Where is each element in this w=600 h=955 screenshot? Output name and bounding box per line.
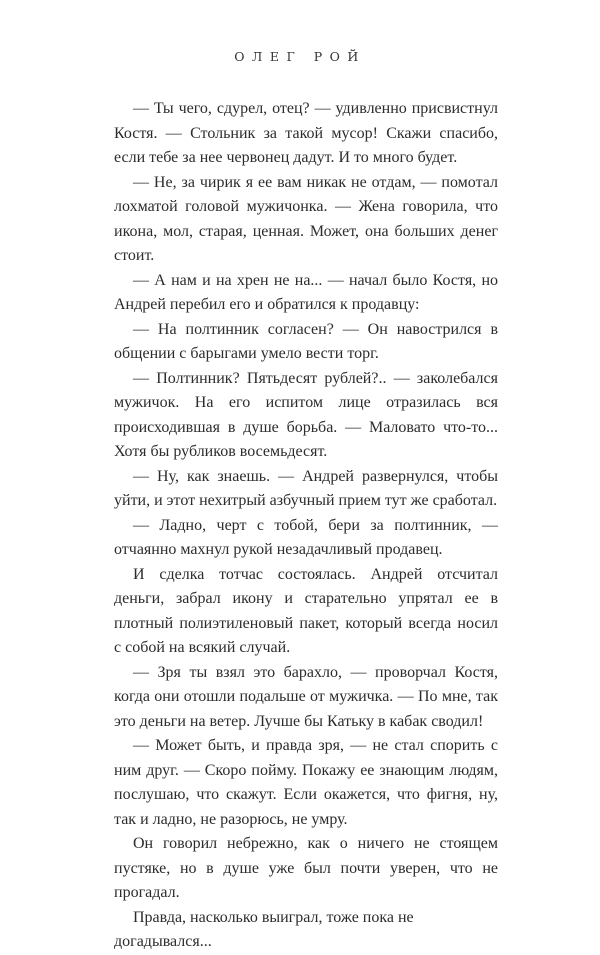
paragraph: — Ладно, черт с тобой, бери за полтинник, — отчаянно махнул рукой незадачливый продавец. [114, 516, 498, 558]
running-head-author: ОЛЕГ РОЙ [234, 49, 366, 64]
paragraph: — А нам и на хрен не на... — начал было Костя, но Андрей перебил его и обратился к продавцу: [114, 271, 498, 313]
paragraph: И сделка тотчас состоялась. Андрей отсчитал деньги, забрал икону и старательно упрятал ее в плотный полиэтиленовый пакет, который всегда носил с собой на всякий случай. [114, 565, 498, 656]
paragraph: — Ну, как знаешь. — Андрей развернулся, чтобы уйти, и этот нехитрый азбучный прием тут же сработал. [114, 467, 498, 509]
paragraph: — На полтинник согласен? — Он навострился в общении с барыгами умело вести торг. [114, 320, 498, 362]
paragraph: — Может быть, и правда зря, — не стал спорить с ним друг. — Скоро пойму. Покажу ее знающим людям, послушаю, что скажут. Если окажется, что фигня, ну, так и ладно, не разорюсь, не умру. [114, 737, 498, 828]
body-text [114, 97, 498, 955]
paragraph: Он говорил небрежно, как о ничего не стоящем пустяке, но в душе уже был почти уверен, что не прогадал. [114, 835, 498, 901]
paragraph: — Полтинник? Пятьдесят рублей?.. — заколебался мужичок. На его испитом лице отразилась вся происходившая в душе борьба. — Маловато что-то... Хотя бы рубликов восемьдесят. [114, 369, 498, 460]
paragraph: Правда, насколько выиграл, тоже пока не догадывался... [114, 908, 414, 950]
paragraph: — Зря ты взял это барахло, — проворчал Костя, когда они отошли подальше от мужичка. — По мне, так это деньги на ветер. Лучше бы Катьку в кабак сводил! [114, 663, 498, 730]
paragraph: — Ты чего, сдурел, отец? — удивленно присвистнул Костя. — Стольник за такой мусор! Скажи спасибо, если тебе за нее червонец дадут. И то много будет. [114, 100, 498, 166]
paragraph: — Не, за чирик я ее вам никак не отдам, — помотал лохматой головой мужичонка. — Жена говорила, что икона, мол, старая, ценная. Может, она больших денег стоит. [114, 173, 498, 264]
